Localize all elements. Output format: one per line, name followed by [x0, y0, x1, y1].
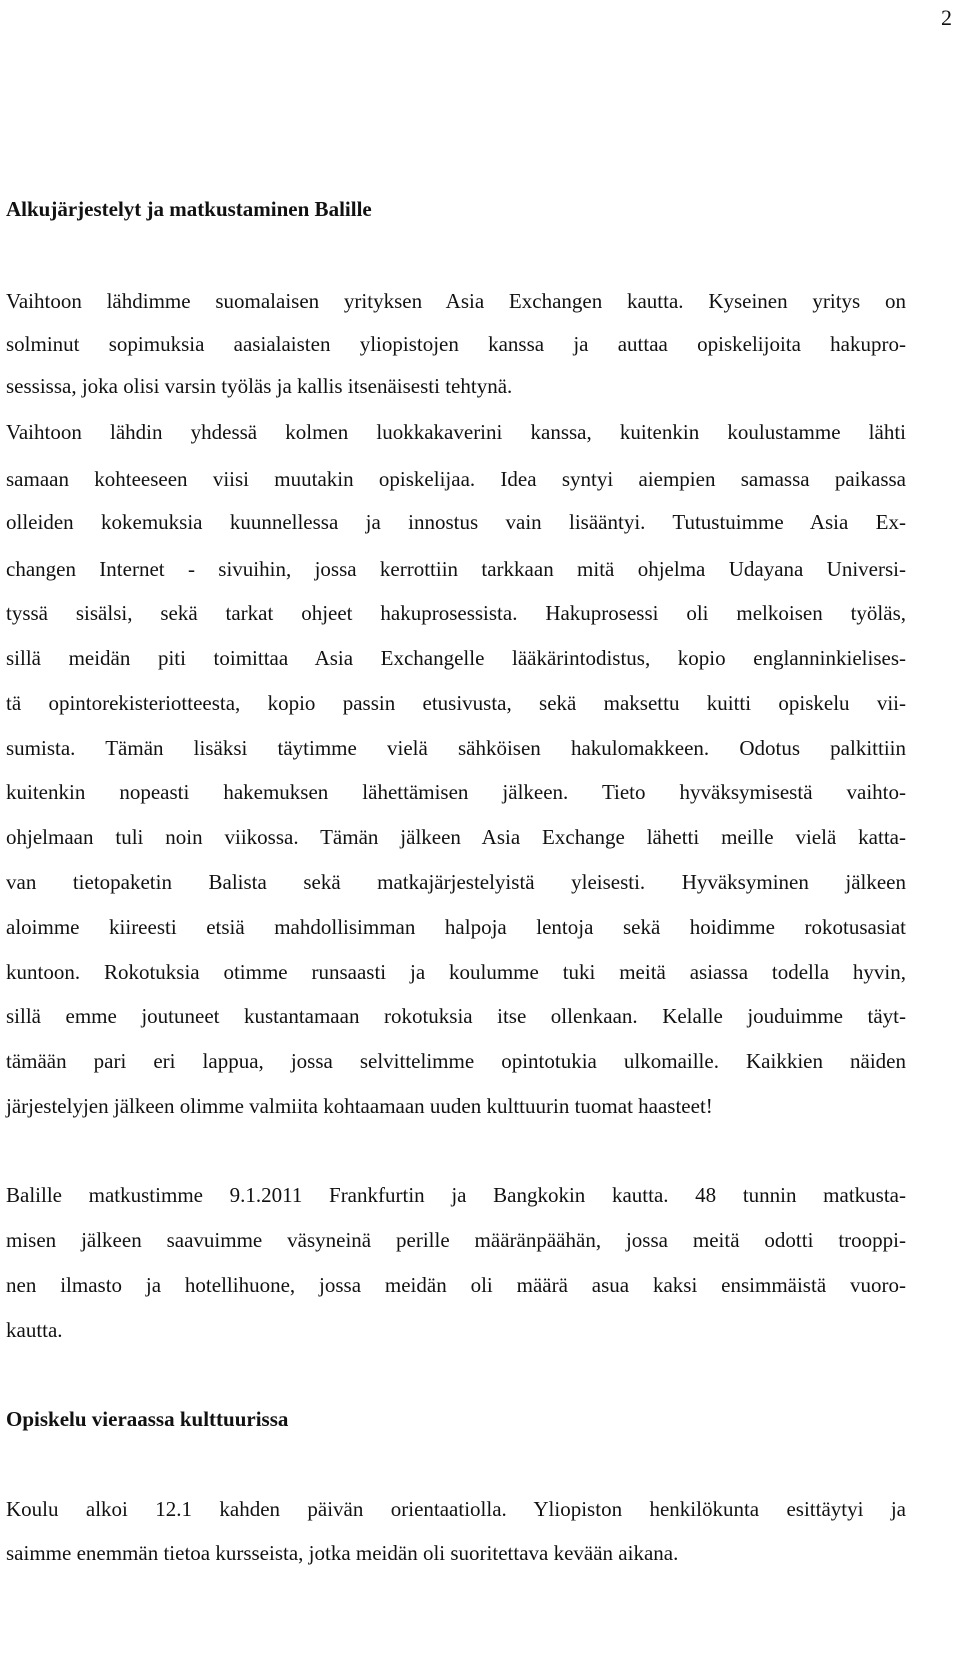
- text-line: kautta.: [6, 1318, 63, 1342]
- text-line: kuntoon. Rokotuksia otimme runsaasti ja koulumme tuki meitä asiassa todella hyvin,: [6, 960, 906, 984]
- text-line: kuitenkin nopeasti hakemuksen lähettämisen jälkeen. Tieto hyväksymisestä vaihto-: [6, 780, 906, 804]
- section-heading-travel: Alkujärjestelyt ja matkustaminen Balille: [6, 197, 372, 221]
- text-line: Koulu alkoi 12.1 kahden päivän orientaatiolla. Yliopiston henkilökunta esittäytyi ja: [6, 1497, 906, 1521]
- text-line: changen Internet - sivuihin, jossa kerrottiin tarkkaan mitä ohjelma Udayana Universi-: [6, 557, 906, 581]
- text-line: tä opintorekisteriotteesta, kopio passin etusivusta, sekä maksettu kuitti opiskelu vii-: [6, 691, 906, 715]
- text-line: ohjelmaan tuli noin viikossa. Tämän jälkeen Asia Exchange lähetti meille vielä katta-: [6, 825, 906, 849]
- text-line: nen ilmasto ja hotellihuone, jossa meidän oli määrä asua kaksi ensimmäistä vuoro-: [6, 1273, 906, 1297]
- text-line: sumista. Tämän lisäksi täytimme vielä sähköisen hakulomakkeen. Odotus palkittiin: [6, 736, 906, 760]
- text-line: sillä emme joutuneet kustantamaan rokotuksia itse ollenkaan. Kelalle jouduimme täyt-: [6, 1004, 906, 1028]
- text-line: van tietopaketin Balista sekä matkajärjestelyistä yleisesti. Hyväksyminen jälkeen: [6, 870, 906, 894]
- text-line: saimme enemmän tietoa kursseista, jotka meidän oli suoritettava kevään aikana.: [6, 1541, 679, 1565]
- text-line: aloimme kiireesti etsiä mahdollisimman halpoja lentoja sekä hoidimme rokotusasiat: [6, 915, 906, 939]
- text-line: sessissa, joka olisi varsin työläs ja kallis itsenäisesti tehtynä.: [6, 374, 513, 398]
- section-heading-studying: Opiskelu vieraassa kulttuurissa: [6, 1407, 289, 1431]
- text-line: misen jälkeen saavuimme väsyneinä perille määränpäähän, jossa meitä odotti trooppi-: [6, 1228, 906, 1252]
- text-line: sillä meidän piti toimittaa Asia Exchangelle lääkärintodistus, kopio englanninkielises-: [6, 646, 906, 670]
- text-line: tämään pari eri lappua, jossa selvittelimme opintotukia ulkomaille. Kaikkien näiden: [6, 1049, 906, 1073]
- text-line: Vaihtoon lähdimme suomalaisen yrityksen Asia Exchangen kautta. Kyseinen yritys on: [6, 289, 906, 313]
- text-line: Balille matkustimme 9.1.2011 Frankfurtin ja Bangkokin kautta. 48 tunnin matkusta-: [6, 1183, 906, 1207]
- text-line: järjestelyjen jälkeen olimme valmiita kohtaamaan uuden kulttuurin tuomat haasteet!: [6, 1094, 713, 1118]
- text-line: samaan kohteeseen viisi muutakin opiskelijaa. Idea syntyi aiempien samassa paikassa: [6, 467, 906, 491]
- text-line: solminut sopimuksia aasialaisten yliopistojen kanssa ja auttaa opiskelijoita hakupro-: [6, 332, 906, 356]
- text-line: olleiden kokemuksia kuunnellessa ja innostus vain lisääntyi. Tutustuimme Asia Ex-: [6, 510, 906, 534]
- text-line: Vaihtoon lähdin yhdessä kolmen luokkakaverini kanssa, kuitenkin koulustamme lähti: [6, 420, 906, 444]
- text-line: tyssä sisälsi, sekä tarkat ohjeet hakuprosessista. Hakuprosessi oli melkoisen työläs,: [6, 601, 906, 625]
- page-number: 2: [941, 5, 952, 30]
